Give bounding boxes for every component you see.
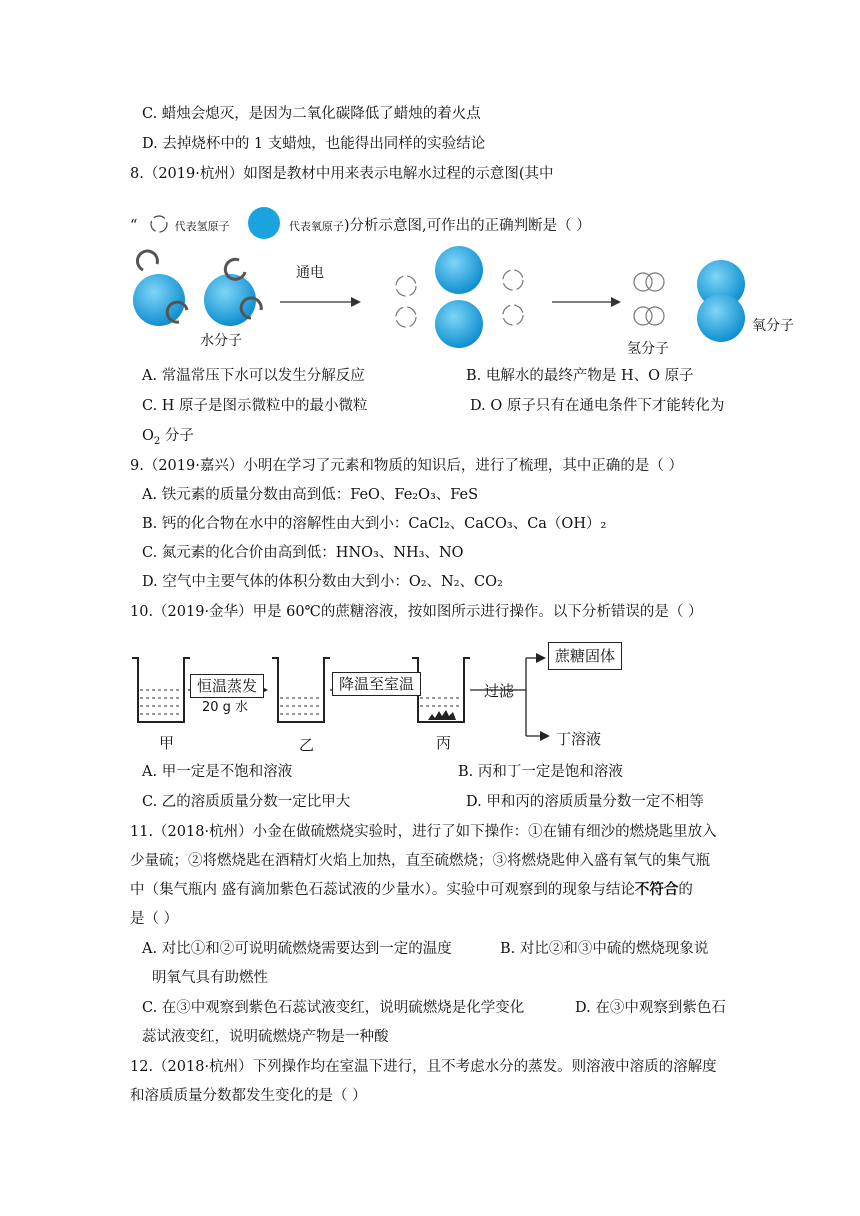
q11-option-c: C. 在③中观察到紫色石蕊试液变红，说明硫燃烧是化学变化 [142,1000,525,1016]
water-molecule-label: 水分子 [200,333,242,349]
oxygen-molecule-label: 氧分子 [752,318,794,334]
q8-option-a: A. 常温常压下水可以发生分解反应 [142,368,365,384]
hydrogen-molecule-label: 氢分子 [627,341,669,357]
beaker-yi-icon [272,658,330,722]
q11-option-d: D. 在③中观察到紫色石 [575,1000,726,1016]
step-filter-label: 过滤 [484,682,515,700]
step-cool-box: 降温至室温 [332,672,421,696]
q10-option-d: D. 甲和丙的溶质质量分数一定不相等 [466,794,704,810]
q9-option-a: A. 铁元素的质量分数由高到低：FeO、Fe₂O₃、FeS [142,487,479,503]
hydrogen-atom-legend-icon [148,213,170,235]
q12-stem-line2: 和溶质质量分数都发生变化的是（ ） [130,1088,367,1104]
step-evaporate-box: 恒温蒸发 [190,674,264,698]
q8-open-quote: “ [130,218,138,234]
hydrogen-atom-icon [503,305,523,325]
oxygen-atom-icon [435,246,483,294]
q7-option-c: C. 蜡烛会熄灭，是因为二氧化碳降低了蜡烛的着火点 [142,106,481,122]
electrify-label: 通电 [296,265,324,281]
q9-stem: 9.（2019·嘉兴）小明在学习了元素和物质的知识后，进行了梳理，其中正确的是（ ） [130,458,683,474]
q8-stem-line2 [130,203,591,243]
q11-option-b: B. 对比②和③中硫的燃烧现象说 [500,941,709,957]
q11-stem-line4: 是（ ） [130,911,179,927]
legend-oxygen-label: 代表氧原子 [288,220,344,233]
water-molecule-1-icon [133,251,187,326]
q10-option-a: A. 甲一定是不饱和溶液 [142,764,293,780]
water-molecule-2-icon [204,259,261,326]
q10-option-b: B. 丙和丁一定是饱和溶液 [458,764,623,780]
hydrogen-molecule-icon [634,307,664,325]
oxygen-atom-legend-icon [244,203,284,243]
oxygen-molecule-icon [697,260,745,342]
q10-option-c: C. 乙的溶质质量分数一定比甲大 [142,794,351,810]
q11-emphasis: 不符合 [634,881,679,898]
q11-stem-line1: 11.（2018·杭州）小金在做硫燃烧实验时，进行了如下操作：①在铺有细沙的燃烧匙里放入 [130,824,717,840]
ding-solution-label: 丁溶液 [556,730,602,748]
q12-stem-line1: 12.（2018·杭州）下列操作均在室温下进行，且不考虑水分的蒸发。则溶液中溶质的溶解度 [130,1059,717,1075]
beaker-yi-label: 乙 [299,736,315,754]
q8-option-d-cont: $O_2$ 分子 [142,428,194,447]
q7-option-d: D. 去掉烧杯中的 1 支蜡烛，也能得出同样的实验结论 [142,136,486,152]
beaker-jia-icon [132,658,190,722]
hydrogen-atom-icon [396,276,416,296]
sugar-solid-box: 蔗糖固体 [548,642,622,670]
hydrogen-atom-icon [396,307,416,327]
q10-stem: 10.（2019·金华）甲是 60℃的蔗糖溶液，按如图所示进行操作。以下分析错误的是（ ） [130,604,703,620]
q8-option-b: B. 电解水的最终产物是 H、O 原子 [466,368,694,384]
q8-stem-rest: )分析示意图,可作出的正确判断是（ ） [343,218,591,234]
q8-option-d: D. O 原子只有在通电条件下才能转化为 [470,398,725,414]
hydrogen-molecule-icon [634,273,664,291]
q11-stem-line3: 中（集气瓶内 盛有滴加紫色石蕊试液的少量水）。实验中可观察到的现象与结论不符合的 [130,881,693,898]
legend-hydrogen-label: 代表氢原子 [174,220,230,233]
q9-option-d: D. 空气中主要气体的体积分数由大到小：O₂、N₂、CO₂ [142,574,503,590]
q9-option-b: B. 钙的化合物在水中的溶解性由大到小：CaCl₂、CaCO₃、Ca（OH）₂ [142,516,607,532]
beaker-bing-label: 丙 [436,734,452,752]
oxygen-atom-icon [435,300,483,348]
q11-stem-line2: 少量硫；②将燃烧匙在酒精灯火焰上加热，直至硫燃烧；③将燃烧匙伸入盛有氧气的集气瓶 [130,853,710,869]
beaker-jia-label: 甲 [159,734,175,752]
q11-option-b-cont: 明氧气具有助燃性 [152,970,268,986]
q8-stem-line1: 8.（2019·杭州）如图是教材中用来表示电解水过程的示意图(其中 [130,166,554,182]
q8-option-c: C. H 原子是图示微粒中的最小微粒 [142,398,368,414]
q11-option-d-cont: 蕊试液变红，说明硫燃烧产物是一种酸 [142,1029,389,1045]
q9-option-c: C. 氮元素的化合价由高到低：HNO₃、NH₃、NO [142,545,464,561]
step-evaporate-amount: 20 g 水 [202,700,249,715]
q11-option-a: A. 对比①和②可说明硫燃烧需要达到一定的温度 [142,941,452,957]
hydrogen-atom-icon [503,270,523,290]
